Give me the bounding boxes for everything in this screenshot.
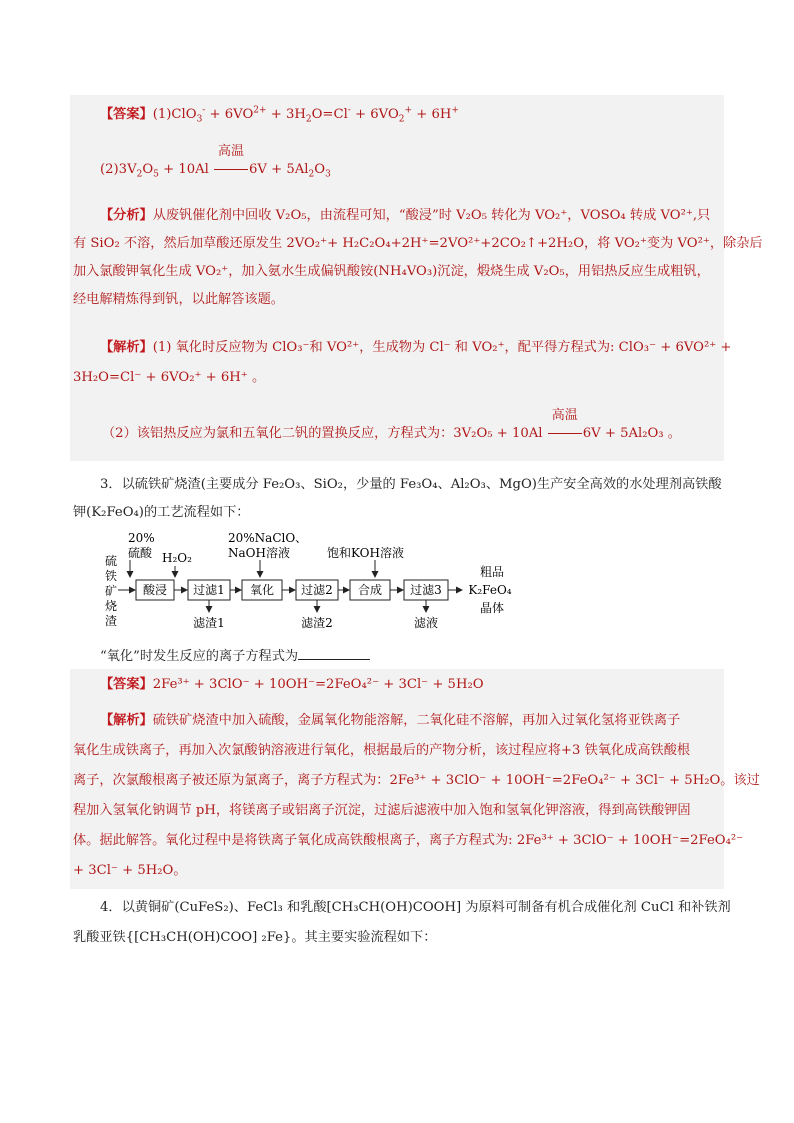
answer-blank [298,645,370,660]
product-a: 粗品 [479,565,505,579]
q3-explain-line-6: + 3Cl⁻ + 5H₂O。 [73,863,187,878]
reagent-1b: 硫酸 [128,546,153,560]
explain-tag: 【解析】 [100,713,153,728]
analysis-line-3: 加入氯酸钾氧化生成 VO₂⁺，加入氨水生成偏钒酸铵(NH₄VO₃)沉淀，煅烧生成 V₂O₅，用铝热反应生成粗钒， [73,264,710,279]
process-flow-diagram [100,528,520,638]
reagent-2: H₂O₂ [162,551,192,565]
reagent-4: 饱和KOH溶液 [327,546,404,560]
explain-line-1: 【解析】(1) 氧化时反应物为 ClO₃⁻和 VO²⁺，生成物为 Cl⁻ 和 VO₂⁺，配平得方程式为: ClO₃⁻ + 6VO²⁺ + [100,340,732,355]
svg-text:过滤3: 过滤3 [410,583,442,597]
svg-text:氧化: 氧化 [249,583,275,597]
product-c: 晶体 [479,601,505,615]
q3-explain-line-4: 程加入氢氧化钠调节 pH，将镁离子或铝离子沉淀，过滤后滤液中加入饱和氢氧化钾溶液，得到高铁酸钾固 [73,803,691,818]
answer-tag: 【答案】 [100,107,153,122]
question-3-stem-2: 钾(K₂FeO₄)的工艺流程如下： [73,505,250,520]
source-char: 烧 [105,599,118,613]
svg-text:过滤1: 过滤1 [193,583,225,597]
answer-line-1: 【答案】$(1)ClO_3^- + 6VO^{2+} + 3H_2O=Cl^- + 6VO_2^+ + 6H^+$ [100,105,459,125]
source-label [105,553,117,628]
svg-text:过滤2: 过滤2 [301,583,333,597]
analysis-tag: 【分析】 [100,208,153,223]
q3-explain-line-5: 体。据此解答。氧化过程中是将铁离子氧化成高铁酸根离子，离子方程式为: 2Fe³⁺ + 3ClO⁻ + 10OH⁻=2FeO₄²⁻ [73,833,744,848]
explain-tag: 【解析】 [100,340,153,355]
question-3-stem-1: 3．以硫铁矿烧渣(主要成分 Fe₂O₃、SiO₂，少量的 Fe₃O₄、Al₂O₃、MgO)生产安全高效的水处理剂高铁酸 [100,477,722,492]
reagent-3b: NaOH溶液 [228,546,290,560]
explain-line-2: 3H₂O=Cl⁻ + 6VO₂⁺ + 6H⁺ 。 [73,370,266,385]
svg-text:合成: 合成 [357,583,383,597]
analysis-line-4: 经电解精炼得到钒，以此解答该题。 [73,292,284,307]
answer-line-2: $(2)3V_2O_5 + 10Al$ 高温 $6V + 5Al_2O_3$ [100,144,331,180]
q3-answer-line: 【答案】2Fe³⁺ + 3ClO⁻ + 10OH⁻=2FeO₄²⁻ + 3Cl⁻ + 5H₂O [100,677,484,692]
source-char: 渣 [105,614,118,628]
question-3-prompt: “氧化”时发生反应的离子方程式为 [100,645,370,667]
source-char: 硫 [105,554,118,568]
reaction-condition: 高温 [214,160,248,180]
svg-text:酸浸: 酸浸 [142,583,168,597]
reagent-1a: 20% [128,531,155,545]
question-4-stem-1: 4．以黄铜矿(CuFeS₂)、FeCl₃ 和乳酸[CH₃CH(OH)COOH] 为原料可制备有机合成催化剂 CuCl 和补铁剂 [100,900,731,915]
question-4-stem-2: 乳酸亚铁{[CH₃CH(OH)COO] ₂Fe}。其主要实验流程如下： [73,930,437,945]
explain-line-3: （2）该铝热反应为氯和五氧化二钒的置换反应，方程式为：3V₂O₅ + 10Al 高温 6V + 5Al₂O₃ 。 [102,424,681,444]
analysis-line-2: 有 SiO₂ 不溶，然后加草酸还原发生 2VO₂⁺+ H₂C₂O₄+2H⁺=2VO²⁺+2CO₂↑+2H₂O，将 VO₂⁺变为 VO²⁺，除杂后 [73,236,763,251]
reagent-3a: 20%NaClO、 [228,531,308,545]
filtrate: 滤液 [413,616,439,630]
reaction-condition: 高温 [548,424,582,444]
source-char: 矿 [105,584,118,598]
analysis-line-1: 【分析】从废钒催化剂中回收 V₂O₅，由流程可知，“酸浸”时 V₂O₅ 转化为 VO₂⁺，VOSO₄ 转成 VO²⁺,只 [100,208,711,223]
answer-tag: 【答案】 [100,677,153,692]
q3-explain-line-1: 【解析】硫铁矿烧渣中加入硫酸，金属氧化物能溶解，二氧化硅不溶解，再加入过氧化氢将亚铁离子 [100,713,681,728]
q3-explain-line-2: 氧化生成铁离子，再加入次氯酸钠溶液进行氧化，根据最后的产物分析，该过程应将+3 铁氧化成高铁酸根 [73,743,691,758]
residue-1: 滤渣1 [193,616,225,630]
product-b: K₂FeO₄ [468,583,512,597]
source-char: 铁 [105,569,118,583]
residue-2: 滤渣2 [301,616,333,630]
q3-explain-line-3: 离子，次氯酸根离子被还原为氯离子，离子方程式为：2Fe³⁺ + 3ClO⁻ + 10OH⁻=2FeO₄²⁻ + 3Cl⁻ + 5H₂O。该过 [73,773,760,788]
